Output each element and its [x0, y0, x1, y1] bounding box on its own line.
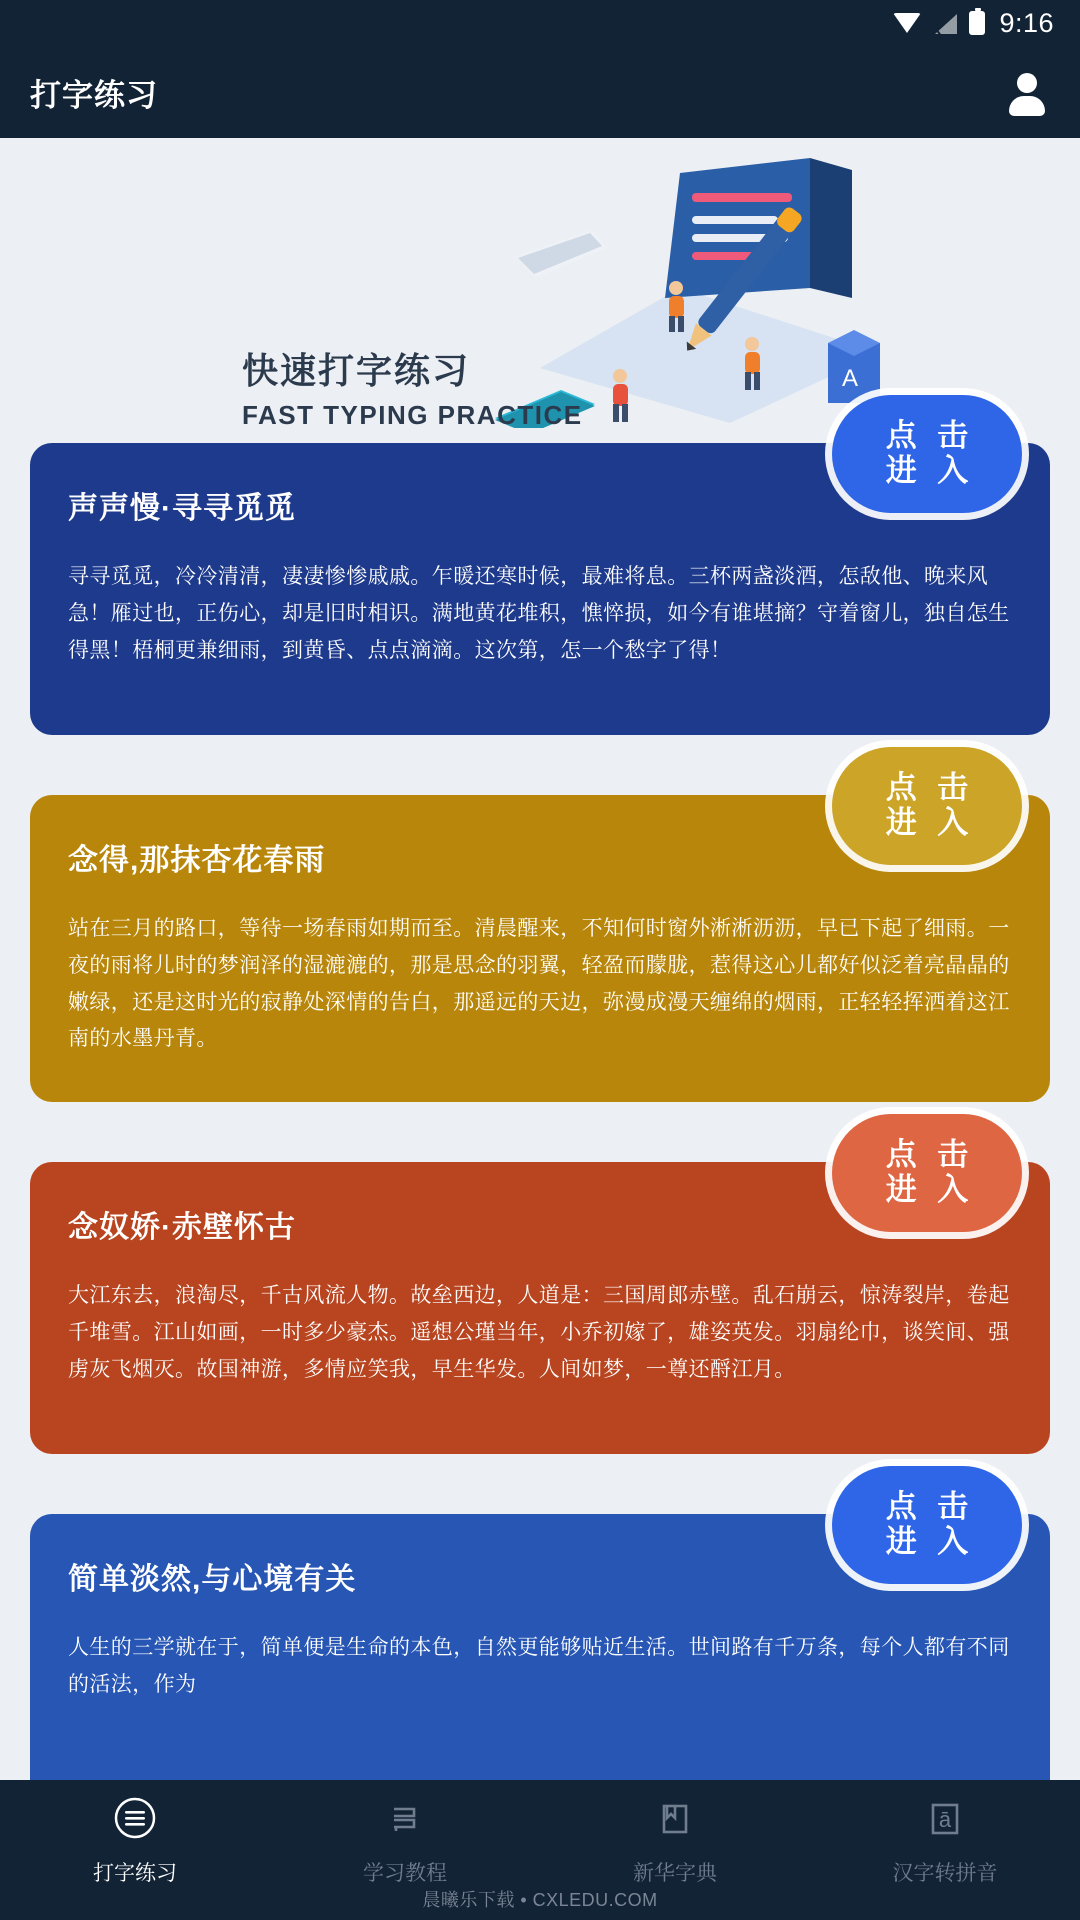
lesson-card-wrapper [30, 1489, 1050, 1780]
nav-item-dictionary[interactable] [540, 1796, 810, 1887]
nav-item-typing-practice[interactable] [0, 1796, 270, 1887]
hero-text [242, 343, 583, 431]
lesson-card-body: 寻寻觅觅，冷冷清清，凄凄惨惨戚戚。乍暖还寒时候，最难将息。三杯两盏淡酒，怎敌他、晚来风急！雁过也，正伤心，却是旧时相识。满地黄花堆积，憔悴损，如今有谁堪摘？守着窗儿，独自怎生得黑！梧桐更兼细雨，到黄昏、点点滴滴。这次第，怎一个愁字了得！ [68, 565, 1010, 662]
enter-label-line1: 点 击 [885, 1137, 975, 1173]
battery-icon [969, 11, 985, 35]
lesson-card-body: 人生的三学就在于，简单便是生命的本色，自然更能够贴近生活。世间路有千万条，每个人都有不同的活法，作为 [68, 1636, 1010, 1696]
bottom-navigation [0, 1780, 1080, 1920]
hero-title-en: FAST TYPING PRACTICE [242, 400, 583, 430]
enter-label-line2: 进 入 [885, 1172, 975, 1207]
hero-title-cn: 快速打字练习 [242, 350, 471, 391]
enter-button[interactable] [832, 1114, 1022, 1232]
nav-label: 学习教程 [363, 1862, 447, 1885]
enter-label-line2: 进 入 [885, 453, 975, 488]
tutorial-icon [383, 1796, 427, 1847]
content-scroll-area[interactable] [0, 138, 1080, 1780]
enter-label-line1: 点 击 [885, 1489, 975, 1525]
svg-text:A: A [842, 365, 859, 392]
wifi-icon [893, 13, 921, 33]
enter-label-line1: 点 击 [885, 770, 975, 806]
nav-label: 汉字转拼音 [892, 1862, 998, 1885]
pinyin-icon [923, 1796, 967, 1847]
status-icons [893, 11, 985, 35]
user-avatar-icon[interactable] [1004, 69, 1050, 115]
nav-label: 新华字典 [633, 1862, 717, 1885]
status-bar [0, 0, 1080, 46]
keyboard-icon [113, 1796, 157, 1847]
watermark: 晨曦乐下载 • CXLEDU.COM [422, 1890, 658, 1910]
nav-item-tutorial[interactable] [270, 1796, 540, 1887]
lesson-card-title: 简单淡然,与心境有关 [68, 1563, 357, 1596]
enter-label-line2: 进 入 [885, 1524, 975, 1559]
enter-button[interactable] [832, 1466, 1022, 1584]
app-bar [0, 46, 1080, 138]
nav-item-pinyin[interactable] [810, 1796, 1080, 1887]
lesson-card-title: 念奴娇·赤壁怀古 [68, 1211, 296, 1244]
enter-button[interactable] [832, 395, 1022, 513]
svg-text:ā: ā [938, 1807, 952, 1832]
page-title: 打字练习 [30, 77, 158, 113]
enter-label-line2: 进 入 [885, 805, 975, 840]
lesson-card-body: 大江东去，浪淘尽，千古风流人物。故垒西边，人道是：三国周郎赤壁。乱石崩云，惊涛裂岸，卷起千堆雪。江山如画，一时多少豪杰。遥想公瑾当年，小乔初嫁了，雄姿英发。羽扇纶巾，谈笑间、强虏灰飞烟灭。故国神游，多情应笑我，早生华发。人间如梦，一尊还酹江月。 [68, 1284, 1010, 1381]
nav-label: 打字练习 [93, 1862, 177, 1885]
lesson-card-wrapper [30, 1137, 1050, 1454]
dictionary-icon [653, 1796, 697, 1847]
lesson-card-body: 站在三月的路口，等待一场春雨如期而至。清晨醒来，不知何时窗外淅淅沥沥，早已下起了细雨。一夜的雨将儿时的梦润泽的湿漉漉的，那是思念的羽翼，轻盈而朦胧，惹得这心儿都好似泛着亮晶晶的嫩绿，还是这时光的寂静处深情的告白，那遥远的天边，弥漫成漫天缠绵的烟雨，正轻轻挥洒着这江南的水墨丹青。 [68, 917, 1010, 1051]
lesson-card-wrapper [30, 418, 1050, 735]
lesson-card-wrapper [30, 770, 1050, 1102]
signal-off-icon [933, 12, 957, 34]
lesson-card-title: 声声慢·寻寻觅觅 [68, 492, 296, 525]
status-clock: 9:16 [999, 7, 1054, 38]
lesson-card-title: 念得,那抹杏花春雨 [68, 844, 326, 877]
enter-button[interactable] [832, 747, 1022, 865]
enter-label-line1: 点 击 [885, 418, 975, 454]
